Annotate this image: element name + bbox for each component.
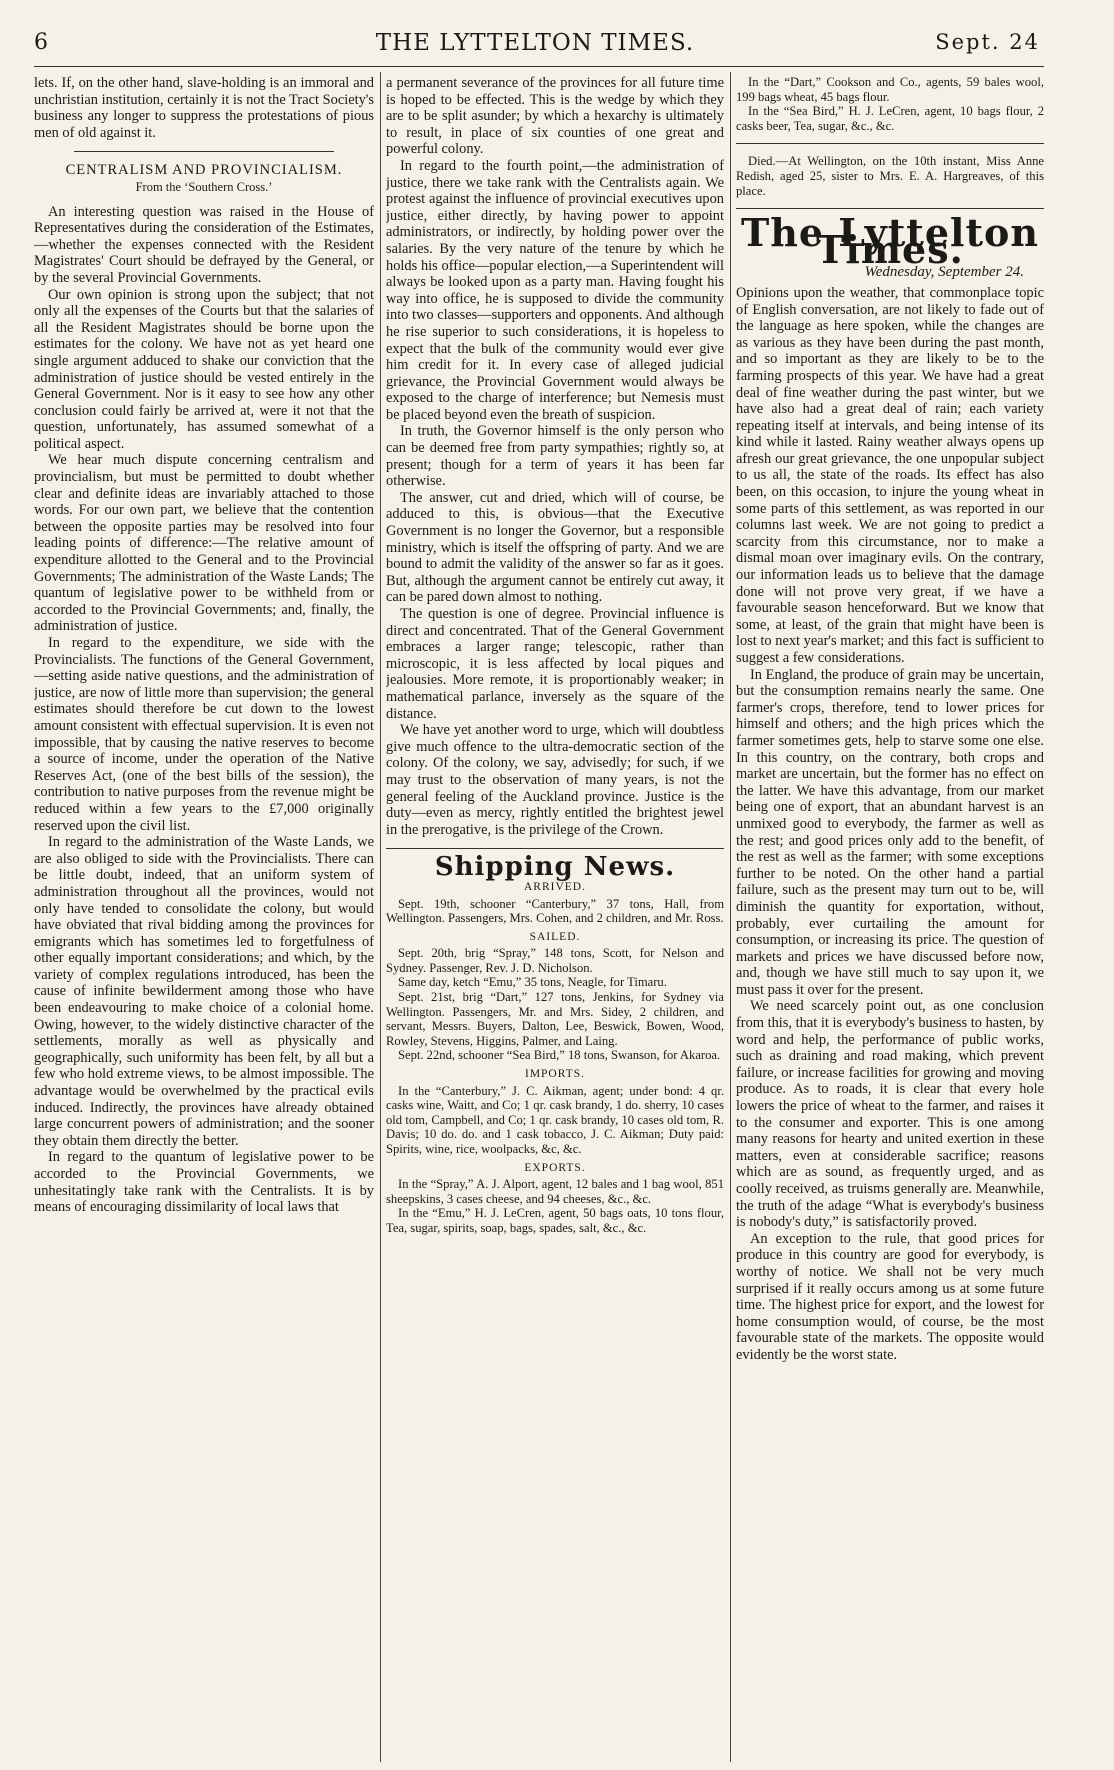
shipping-entry: In the “Spray,” A. J. Alport, agent, 12 bales and 1 bag wool, 851 sheepskins, 3 cases cheese, and 94 cheeses, &c., &c. (386, 1177, 724, 1206)
editorial-paragraph: Opinions upon the weather, that commonplace topic of English conversation, are not likely to fade out of the language as here spoken, while the changes are as various as they have been during the past month, and so important as they are likely to be to the farming prospects of this year. We have had a great deal of fine weather during the past winter, but we have also had a great deal of rain; each variety repeating itself at intervals, and being intense of its kind while it lasted. Rainy weather always opens up afresh our great grievance, the one unpopular subject to us all, the state of the roads. Its effect has also been, on this occasion, to injure the young wheat in some parts of this settlement, as was reported in our columns last week. We are not going to predict a scarcity from this circumstance, nor to make a dismal moan over imaginary evils. On the contrary, our information leads us to believe that the damage done will not prove very great, if we have a favourable season henceforward. But we know that some, at least, of the grain that might have been is lost to next year's market; and this fact is sufficient to suggest a few considerations. (736, 284, 1044, 666)
shipping-entry: In the “Sea Bird,” H. J. LeCren, agent, 10 bags flour, 2 casks beer, Tea, sugar, &c., &c. (736, 104, 1044, 133)
editorial-dateline: Wednesday, September 24. (864, 264, 1024, 281)
shipping-news (386, 880, 724, 1236)
section-rule (386, 848, 724, 849)
exports-label: EXPORTS. (524, 1161, 586, 1174)
article-paragraph: An interesting question was raised in the House of Representatives during the consideration of the Estimates,—whether the expenses connected with the Resident Magistrates' Court should be defrayed by the General, or by the several Provincial Governments. (34, 203, 374, 286)
article-paragraph: In regard to the administration of the Waste Lands, we are also obliged to side with the Provincialists. There can be little doubt, indeed, that an uniform system of administration throughout all the provinces, would not only have tended to consolidate the colony, but would have obviated that rival bidding among the provinces for emigrants which has sometimes led to forgetfulness of other equally important considerations; and which, by the variety of complex regulations introduced, has been the cause of infinite bewilderment among those who have been endeavouring to make choice of a colonial home. Owing, however, to the widely distinctive character of the settlements, morally as well as physically and geographically, such uniformity has been felt, by all but a few who hold extreme views, to be almost impossible. The advantage would be overwhelmed by the practical evils induced. Indirectly, the provinces have already obtained large concurrent powers of administration; and the sooner they obtain them directly the better. (34, 834, 374, 1149)
shipping-entry: In the “Dart,” Cookson and Co., agents, 59 bales wool, 199 bags wheat, 45 bags flour. (736, 75, 1044, 104)
article-paragraph: We hear much dispute concerning centralism and provincialism, but must be permitted to doubt whether clear and definite ideas are invariably attached to those words. For our own part, we believe that the contention between the opposite parties may be resolved into four leading points of difference:—The relative amount of expenditure allotted to the General and to the Provincial Governments; The administration of the Waste Lands; The quantum of legislative power to be withheld from or accorded to the Provincial Governments; and, finally, the administration of justice. (34, 452, 374, 635)
article-paragraph: In regard to the fourth point,—the administration of justice, there we take rank with the Centralists again. We protest against the influence of provincial executives upon justice, either directly, by having power to appoint administrators, or indirectly, by holding power over the salaries. By the very nature of the tenure by which he holds his office—popular election,—a Superintendent will always be looked upon as a party man. Having fought his way into office, he is supposed to divide the community into two classes—supporters and opponents. And although he rise superior to such considerations, it is hopeless to expect that the bulk of the community would ever give him credit for it. In every case of alleged judicial grievance, the Provincial Government would always be exposed to the charge of interference; but Nemesis must be placed beyond even the breath of suspicion. (386, 157, 724, 423)
shipping-entry: Sept. 19th, schooner “Canterbury,” 37 tons, Hall, from Wellington. Passengers, Mrs. Cohen, and 2 children, and Mr. Ross. (386, 896, 724, 926)
shipping-entry: Sept. 22nd, schooner “Sea Bird,” 18 tons, Swanson, for Akaroa. (398, 1048, 721, 1063)
exports-continued (736, 75, 1044, 133)
page-number: 6 (34, 30, 48, 55)
article-source: From the ‘Southern Cross.’ (135, 179, 273, 194)
column-divider-2 (730, 72, 731, 1762)
article-paragraph: Our own opinion is strong upon the subject; that not only all the expenses of the Courts but that the salaries of all the Resident Magistrates should be borne upon the estimates for the colony. We have not as yet heard one single argument adduced to shake our conviction that the administration of justice should be vested entirely in the General Government. Nor is it easy to see how any other conclusion could fairly be arrived at, were it not that the question, unfortunately, has assumed somewhat of a political aspect. (34, 286, 374, 452)
column-1 (34, 75, 374, 1755)
sailed-label: SAILED. (529, 930, 581, 943)
masthead: The Lyttelton Times. (741, 210, 1039, 272)
article-paragraph: The question is one of degree. Provincial influence is direct and concentrated. That of the General Government embraces a larger range; telescopic, rather than microscopic, it is less affected by local piques and jealousies. More remote, it is proportionably weaker; in mathematical parlance, inversely as the square of the distance. (386, 606, 724, 722)
article-end-paragraph: lets. If, on the other hand, slave-holding is an immoral and unchristian institution, certainly it is not the Tract Society's business any longer to suppress the protestations of pious men of old against it. (34, 75, 374, 141)
shipping-entry: In the “Canterbury,” J. C. Aikman, agent; under bond: 4 qr. casks wine, Waitt, and Co; 1 qr. cask brandy, 1 do. sherry, 10 cases old tom, Campbell, and Co; 1 qr. cask brandy, 10 cases old tom, R. Davis; 10 do. do. and 1 cask tobacco, J. C. Aikman; Duty paid: Spirits, wine, rice, woolpacks, &c, &c. (386, 1083, 724, 1156)
shipping-entry: Same day, ketch “Emu,” 35 tons, Neagle, for Timaru. (398, 975, 667, 990)
article-headline: CENTRALISM AND PROVINCIALISM. (65, 162, 343, 179)
column-divider-1 (380, 72, 381, 1762)
column-3 (736, 75, 1044, 1755)
header-rule (34, 66, 1044, 67)
arrived-label: ARRIVED. (524, 880, 586, 893)
article-paragraph: a permanent severance of the provinces for all future time is hoped to be effected. This is the wedge by which they are to be split asunder; by which a hexarchy is ultimately to result, in place of six counties of one great and powerful colony. (386, 75, 724, 158)
editorial-paragraph: An exception to the rule, that good prices for produce in this country are good for everybody, is worthy of notice. We shall not be very much surprised if it really occurs among us at some future time. The highest price for export, and the lowest for home consumption would, of course, be the most favourable state of the markets. The opposite would evidently be the worst state. (736, 1230, 1044, 1363)
editorial-paragraph: We need scarcely point out, as one conclusion from this, that it is everybody's business to hasten, by word and help, the performance of public works, such as draining and road making, which prevent failure, or increase facilities for growing and moving produce. As to roads, it is clear that every hole lowers the price of wheat to the farmer, and raises it to the consumer and exporter. This is one among many reasons for hearty and united exertion in these matters, even at considerable sacrifice; reasons which are as sound, as frequently urged, and as coolly received, as truisms generally are. Meanwhile, the truth of the adage “What is everybody's business is nobody's duty,” is satisfactorily proved. (736, 998, 1044, 1231)
column-2 (386, 75, 724, 1755)
shipping-entry: In the “Emu,” H. J. LeCren, agent, 50 bags oats, 10 tons flour, Tea, sugar, spirits, soap, bags, spades, salt, &c., &c. (386, 1206, 724, 1235)
imports-label: IMPORTS. (524, 1068, 586, 1081)
page-header (30, 30, 1040, 70)
article-rule (74, 151, 334, 152)
death-notice (736, 154, 1044, 198)
shipping-entry: Sept. 21st, brig “Dart,” 127 tons, Jenkins, for Sydney via Wellington. Passengers, Mr. and Mrs. Sidey, 2 children, and servant, Messrs. Buyers, Dalton, Lee, Beswick, Bowen, Wood, Rowley, Stevens, Higgins, Palmer, and Laing. (386, 990, 724, 1048)
article-paragraph: In truth, the Governor himself is the only person who can be deemed free from party sympathies; rightly so, at present; though for a term of years it has been far otherwise. (386, 423, 724, 490)
death-notice-text: Died.—At Wellington, on the 10th instant, Miss Anne Redish, aged 25, sister to Mrs. E. A. Hargreaves, of this place. (736, 154, 1044, 198)
newspaper-title: THE LYTTELTON TIMES. (375, 30, 695, 56)
shipping-entry: Sept. 20th, brig “Spray,” 148 tons, Scott, for Nelson and Sydney. Passenger, Rev. J. D. Nicholson. (386, 946, 724, 975)
editorial-paragraph: In England, the produce of grain may be uncertain, but the consumption remains nearly the same. One farmer's crops, therefore, tend to lower prices for himself and others; and the high prices which the farmer sometimes gets, help to starve some one else. In this country, on the contrary, both crops and market are uncertain, but the former has no effect on the latter. We have this advantage, from our market being one of export, that an abundant harvest is an unmixed good to everybody, the farmer as well as the rest; and good prices only add to the benefit, of the rest as well as the farmer; with some exceptions further to be noted. On the other hand a partial failure, such as the present may turn out to be, will diminish the quantity for exportation, without, probably, ever curtailing the amount for consumption, or increasing its price. The question of markets and prices we have discussed before now, and, though we have still much to say upon it, we must pass it over for the present. (736, 666, 1044, 998)
section-rule (736, 143, 1044, 144)
article-paragraph: In regard to the expenditure, we side with the Provincialists. The functions of the General Government,—setting aside native questions, and the administration of justice, are now of little more than supervision; the general estimates should therefore be cut down to the lowest amount consistent with effectual supervision. It is even not impossible, that by causing the native reserves to become a source of income, under the operation of the Native Reserves Act, (one of the best bills of the session), the contribution to native purposes from the revenue might be reduced within a few years to the £7,000 originally reserved upon the civil list. (34, 635, 374, 834)
article-paragraph: The answer, cut and dried, which will of course, be adduced to this, is obvious—that the Executive Government is no longer the Governor, but a responsible ministry, which is itself the offspring of party. And we are bound to admit the validity of the answer so far as it goes. But, although the argument cannot be entirely cut away, it can be pared down almost to nothing. (386, 489, 724, 606)
issue-date: Sept. 24 (935, 30, 1040, 54)
article-paragraph: In regard to the quantum of legislative power to be accorded to the Provincial Governments, we unhesitatingly take rank with the Centralists. It is by means of encouraging dissimilarity of local laws that (34, 1149, 374, 1216)
shipping-news-title: Shipping News. (434, 852, 676, 883)
article-paragraph: We have yet another word to urge, which will doubtless give much offence to the ultra-democratic section of the colony. Of the colony, we say, advisedly; for such, if we may trust to the observation of many years, is not the general feeling of the Auckland province. Justice is the duty—even as mercy, rightly entitled the brightest jewel in the prerogative, is the privilege of the Crown. (386, 722, 724, 838)
section-rule (736, 208, 1044, 209)
